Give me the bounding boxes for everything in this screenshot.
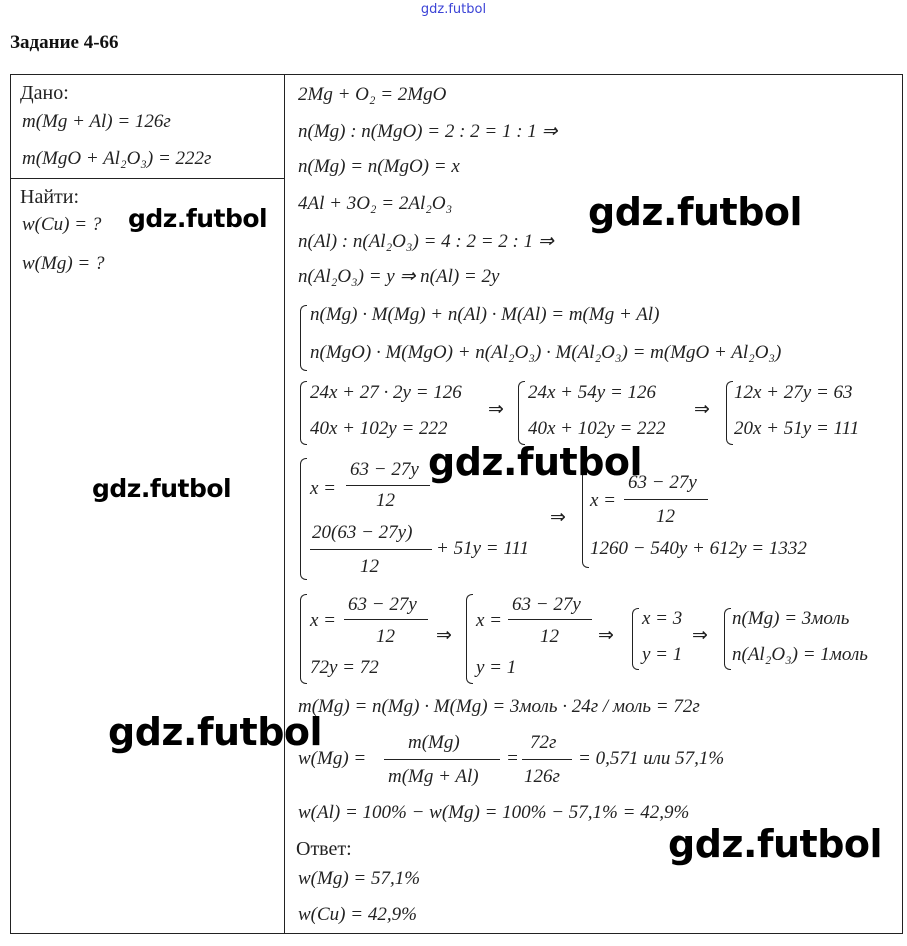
find-line: w(Mg) = ? (22, 253, 105, 274)
fraction-numerator: 63 − 27y (512, 594, 581, 615)
given-line: m(Mg + Al) = 126г (22, 111, 171, 132)
watermark: gdz.futbol (92, 474, 232, 503)
system-line: + 51y = 111 (436, 538, 530, 559)
row-divider (10, 178, 284, 179)
system-brace (300, 305, 307, 371)
equation-line: w(Mg) = (298, 748, 367, 769)
answer-label: Ответ: (296, 838, 352, 860)
equation-line: = (506, 748, 519, 769)
system-line: n(Al₂O₃) = 1моль (732, 644, 868, 665)
fraction-denominator: 12 (376, 490, 395, 511)
system-line: x = 3 (642, 608, 683, 629)
system-line: n(Mg) · M(Mg) + n(Al) · M(Al) = m(Mg + Al) (310, 304, 660, 325)
system-brace (300, 458, 307, 580)
fraction-numerator: 63 − 27y (348, 594, 417, 615)
equation-line: n(Mg) : n(MgO) = 2 : 2 = 1 : 1 ⇒ (298, 121, 558, 142)
system-line: x = (310, 478, 337, 499)
fraction-numerator: m(Mg) (408, 732, 460, 753)
implies-arrow: ⇒ (488, 399, 504, 420)
equation-line: n(Al) : n(Al₂O₃) = 4 : 2 = 2 : 1 ⇒ (298, 231, 554, 252)
system-line: 20x + 51y = 111 (734, 418, 860, 439)
implies-arrow: ⇒ (692, 625, 708, 646)
system-line: 12x + 27y = 63 (734, 382, 853, 403)
fraction-numerator: 63 − 27y (628, 472, 697, 493)
implies-arrow: ⇒ (598, 625, 614, 646)
system-brace (300, 381, 307, 445)
column-divider (284, 74, 285, 934)
fraction-denominator: 12 (540, 626, 559, 647)
system-brace (632, 608, 639, 670)
system-brace (466, 594, 473, 684)
system-line: n(Mg) = 3моль (732, 608, 850, 629)
fraction-bar (624, 499, 708, 500)
system-line: n(MgO) · M(MgO) + n(Al₂O₃) · M(Al₂O₃) = m(MgO + Al₂O₃) (310, 342, 782, 363)
find-line: w(Cu) = ? (22, 214, 102, 235)
watermark: gdz.futbol (588, 190, 803, 234)
equation-line: m(Mg) = n(Mg) · M(Mg) = 3моль · 24г / моль = 72г (298, 696, 700, 717)
page-title: Задание 4-66 (10, 32, 119, 53)
system-line: 72y = 72 (310, 657, 379, 678)
watermark: gdz.futbol (108, 710, 323, 754)
equation-line: 2Mg + O₂ = 2MgO (298, 84, 447, 105)
equation-line: n(Mg) = n(MgO) = x (298, 156, 460, 177)
fraction-bar (344, 619, 428, 620)
watermark: gdz.futbol (428, 440, 643, 484)
given-line: m(MgO + Al₂O₃) = 222г (22, 148, 212, 169)
system-line: 40x + 102y = 222 (528, 418, 666, 439)
system-line: x = (476, 610, 503, 631)
equation-line: n(Al₂O₃) = y ⇒ n(Al) = 2y (298, 266, 500, 287)
equation-line: 4Al + 3O₂ = 2Al₂O₃ (298, 193, 453, 214)
implies-arrow: ⇒ (550, 507, 566, 528)
given-label: Дано: (20, 82, 69, 104)
top-watermark: gdz.futbol (420, 2, 487, 17)
fraction-denominator: 126г (524, 766, 560, 787)
system-line: y = 1 (476, 657, 517, 678)
answer-line: w(Mg) = 57,1% (298, 868, 421, 889)
system-brace (726, 381, 733, 445)
system-line: 24x + 54y = 126 (528, 382, 657, 403)
fraction-denominator: m(Mg + Al) (388, 766, 479, 787)
system-line: 1260 − 540y + 612y = 1332 (590, 538, 807, 559)
fraction-bar (508, 619, 592, 620)
system-line: 40x + 102y = 222 (310, 418, 448, 439)
fraction-denominator: 12 (376, 626, 395, 647)
system-brace (300, 594, 307, 684)
find-label: Найти: (20, 186, 80, 208)
implies-arrow: ⇒ (436, 625, 452, 646)
fraction-numerator: 20(63 − 27y) (312, 522, 413, 543)
fraction-bar (346, 485, 430, 486)
system-brace (724, 608, 731, 670)
fraction-bar (522, 759, 572, 760)
answer-line: w(Cu) = 42,9% (298, 904, 417, 925)
system-line: x = (590, 490, 617, 511)
fraction-numerator: 63 − 27y (350, 459, 419, 480)
system-line: x = (310, 610, 337, 631)
system-brace (582, 470, 589, 568)
implies-arrow: ⇒ (694, 399, 710, 420)
equation-line: = 0,571 или 57,1% (578, 748, 725, 769)
fraction-bar (310, 549, 432, 550)
fraction-denominator: 12 (360, 556, 379, 577)
watermark: gdz.futbol (668, 822, 883, 866)
equation-line: w(Al) = 100% − w(Mg) = 100% − 57,1% = 42,9% (298, 802, 690, 823)
fraction-denominator: 12 (656, 506, 675, 527)
system-brace (518, 381, 525, 445)
system-line: y = 1 (642, 644, 683, 665)
watermark: gdz.futbol (128, 204, 268, 233)
fraction-numerator: 72г (530, 732, 557, 753)
fraction-bar (384, 759, 500, 760)
system-line: 24x + 27 · 2y = 126 (310, 382, 462, 403)
